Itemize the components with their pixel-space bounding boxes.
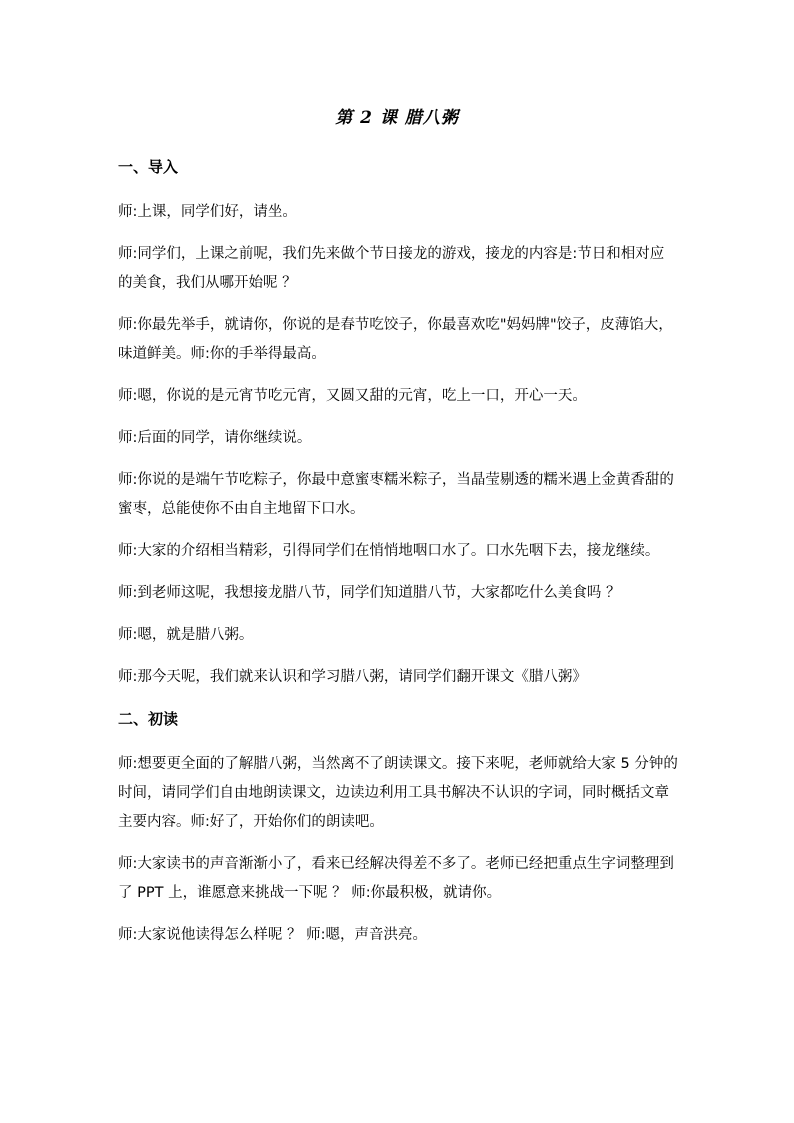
- paragraph: 师:后面的同学，请你继续说。: [118, 430, 312, 446]
- section-heading-first-reading: 二、初读: [118, 710, 179, 728]
- paragraph: 师:大家的介绍相当精彩，引得同学们在悄悄地咽口水了。口水先咽下去，接龙继续。: [118, 543, 660, 559]
- paragraph: 师:嗯，你说的是元宵节吃元宵，又圆又甜的元宵，吃上一口，开心一天。: [118, 388, 587, 404]
- paragraph: 师:同学们，上课之前呢，我们先来做个节日接龙的游戏，接龙的内容是:节日和相对应的美食，我们从哪开始呢 ？: [118, 246, 665, 291]
- paragraph: 师:大家读书的声音渐渐小了，看来已经解决得差不多了。老师已经把重点生字词整理到了 PPT 上，谁愿意来挑战一下呢 ？ 师:你最积极，就请你。: [118, 856, 674, 901]
- paragraph: 师:那今天呢，我们就来认识和学习腊八粥，请同学们翻开课文《腊八粥》: [118, 669, 587, 685]
- section-heading-intro: 一、导入: [118, 158, 179, 176]
- paragraph: 师:嗯，就是腊八粥。: [118, 627, 254, 643]
- paragraph: 师:你说的是端午节吃粽子，你最中意蜜枣糯米粽子，当晶莹剔透的糯米遇上金黄香甜的蜜枣，总能使你不由自主地留下口水。: [118, 472, 674, 517]
- document-body: [118, 153, 678, 963]
- paragraph: 师:想要更全面的了解腊八粥，当然离不了朗读课文。接下来呢，老师就给大家 5 分钟的时间，请同学们自由地朗读课文，边读边利用工具书解决不认识的字词，同时概括文章主要内容。师:好了，开始你们的朗读吧。: [118, 756, 678, 830]
- paragraph: 师:上课，同学们好，请坐。: [118, 204, 297, 220]
- paragraph: 师:大家说他读得怎么样呢 ？ 师:嗯，声音洪亮。: [118, 927, 427, 943]
- page-title: 第 2 课 腊八粥: [335, 108, 459, 128]
- paragraph: 师:你最先举手，就请你，你说的是春节吃饺子，你最喜欢吃"妈妈牌"饺子，皮薄馅大，味道鲜美。师:你的手举得最高。: [118, 317, 673, 362]
- paragraph: 师:到老师这呢，我想接龙腊八节，同学们知道腊八节，大家都吃什么美食吗 ？: [118, 585, 621, 601]
